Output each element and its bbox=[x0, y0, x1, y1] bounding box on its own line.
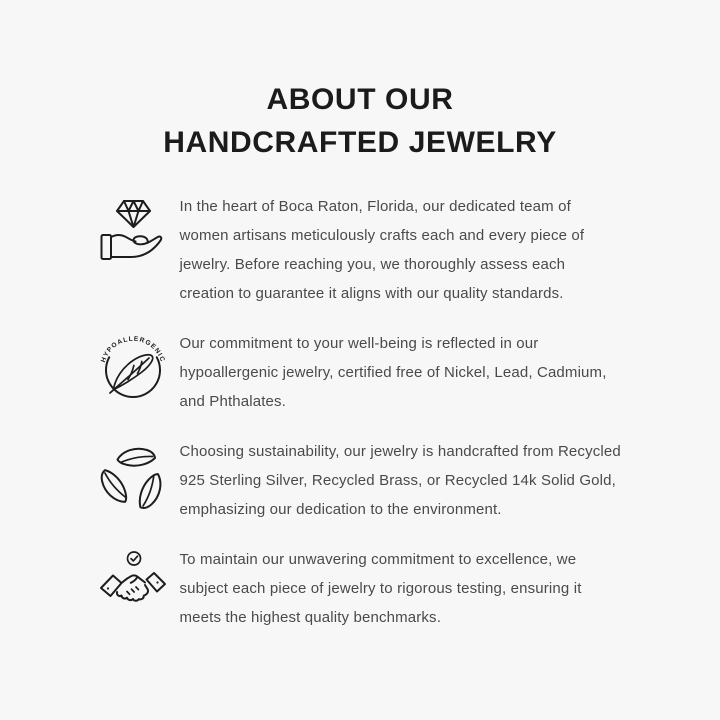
feature-row-testing bbox=[97, 545, 624, 632]
recycled-leaves-icon bbox=[97, 440, 169, 512]
feature-row-hypoallergenic bbox=[97, 329, 624, 416]
page-title bbox=[0, 78, 720, 164]
page-title-line1: ABOUT OUR bbox=[266, 83, 454, 116]
feature-list bbox=[97, 192, 624, 632]
page-title-line2: HANDCRAFTED JEWELRY bbox=[163, 126, 557, 159]
feature-row-craftsmanship bbox=[97, 192, 624, 308]
feature-row-sustainability bbox=[97, 437, 624, 524]
diamond-in-hand-icon bbox=[97, 195, 169, 267]
hypoallergenic-badge-label: HYPOALLERGENIC bbox=[99, 335, 166, 364]
hypoallergenic-badge-icon bbox=[97, 332, 169, 404]
feature-text-sustainability: Choosing sustainability, our jewelry is handcrafted from Recycled 925 Sterling Silver, Recycled Brass, or Recycled 14k Solid Gold, emphasizing our dedication to the environment. bbox=[179, 443, 621, 518]
feature-text-craftsmanship: In the heart of Boca Raton, Florida, our dedicated team of women artisans meticulously crafts each and every piece of jewelry. Before reaching you, we thoroughly assess each creation to guarantee it aligns with our quality standards. bbox=[179, 198, 585, 302]
svg-text:HYPOALLERGENIC bbox=[100, 336, 166, 364]
handshake-check-icon bbox=[97, 548, 169, 620]
feature-text-hypoallergenic: Our commitment to your well-being is reflected in our hypoallergenic jewelry, certified free of Nickel, Lead, Cadmium, and Phthalates. bbox=[179, 335, 607, 410]
feature-text-testing: To maintain our unwavering commitment to excellence, we subject each piece of jewelry to rigorous testing, ensuring it meets the highest quality benchmarks. bbox=[179, 551, 582, 626]
